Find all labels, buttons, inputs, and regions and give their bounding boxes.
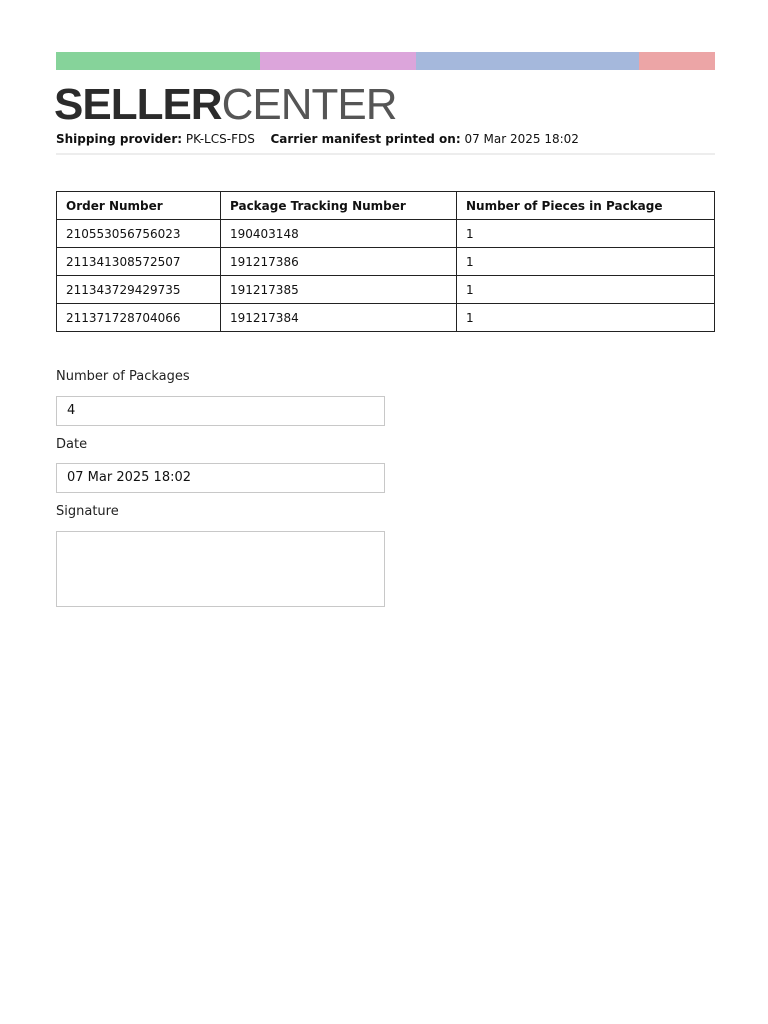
table-header-row xyxy=(57,192,715,220)
stripe-pink xyxy=(639,52,715,70)
date-label: Date xyxy=(56,437,88,452)
seller-center-logo xyxy=(54,80,396,130)
pieces-cell: 1 xyxy=(457,276,715,304)
number-of-packages-label: Number of Packages xyxy=(56,369,190,384)
pieces-cell: 1 xyxy=(457,304,715,332)
order-number-cell: 211341308572507 xyxy=(57,248,221,276)
pieces-cell: 1 xyxy=(457,220,715,248)
manifest-printed-value: 07 Mar 2025 18:02 xyxy=(464,132,579,146)
table-row xyxy=(57,220,715,248)
table-row xyxy=(57,248,715,276)
tracking-number-cell: 191217386 xyxy=(221,248,457,276)
tracking-number-cell: 191217384 xyxy=(221,304,457,332)
signature-box xyxy=(56,531,385,607)
shipping-provider-label: Shipping provider: xyxy=(56,132,183,146)
stripe-green xyxy=(56,52,260,70)
tracking-number-cell: 191217385 xyxy=(221,276,457,304)
shipping-provider-value: PK-LCS-FDS xyxy=(185,132,255,146)
pieces-cell: 1 xyxy=(457,248,715,276)
order-number-cell: 211343729429735 xyxy=(57,276,221,304)
manifest-meta-line xyxy=(56,131,579,148)
stripe-purple xyxy=(260,52,416,70)
order-number-cell: 211371728704066 xyxy=(57,304,221,332)
logo-center-text: CENTER xyxy=(221,80,397,129)
logo-seller-text: SELLER xyxy=(54,80,222,129)
table-row xyxy=(57,304,715,332)
manifest-table xyxy=(56,191,715,332)
table-row xyxy=(57,276,715,304)
column-header-tracking-number: Package Tracking Number xyxy=(221,192,457,220)
header-divider xyxy=(56,153,715,155)
order-number-cell: 210553056756023 xyxy=(57,220,221,248)
column-header-pieces: Number of Pieces in Package xyxy=(457,192,715,220)
manifest-printed-label: Carrier manifest printed on: xyxy=(270,132,461,146)
brand-color-stripe xyxy=(56,52,715,70)
date-field: 07 Mar 2025 18:02 xyxy=(56,463,385,493)
signature-label: Signature xyxy=(56,504,119,519)
column-header-order-number: Order Number xyxy=(57,192,221,220)
tracking-number-cell: 190403148 xyxy=(221,220,457,248)
stripe-blue xyxy=(416,52,639,70)
number-of-packages-field: 4 xyxy=(56,396,385,426)
